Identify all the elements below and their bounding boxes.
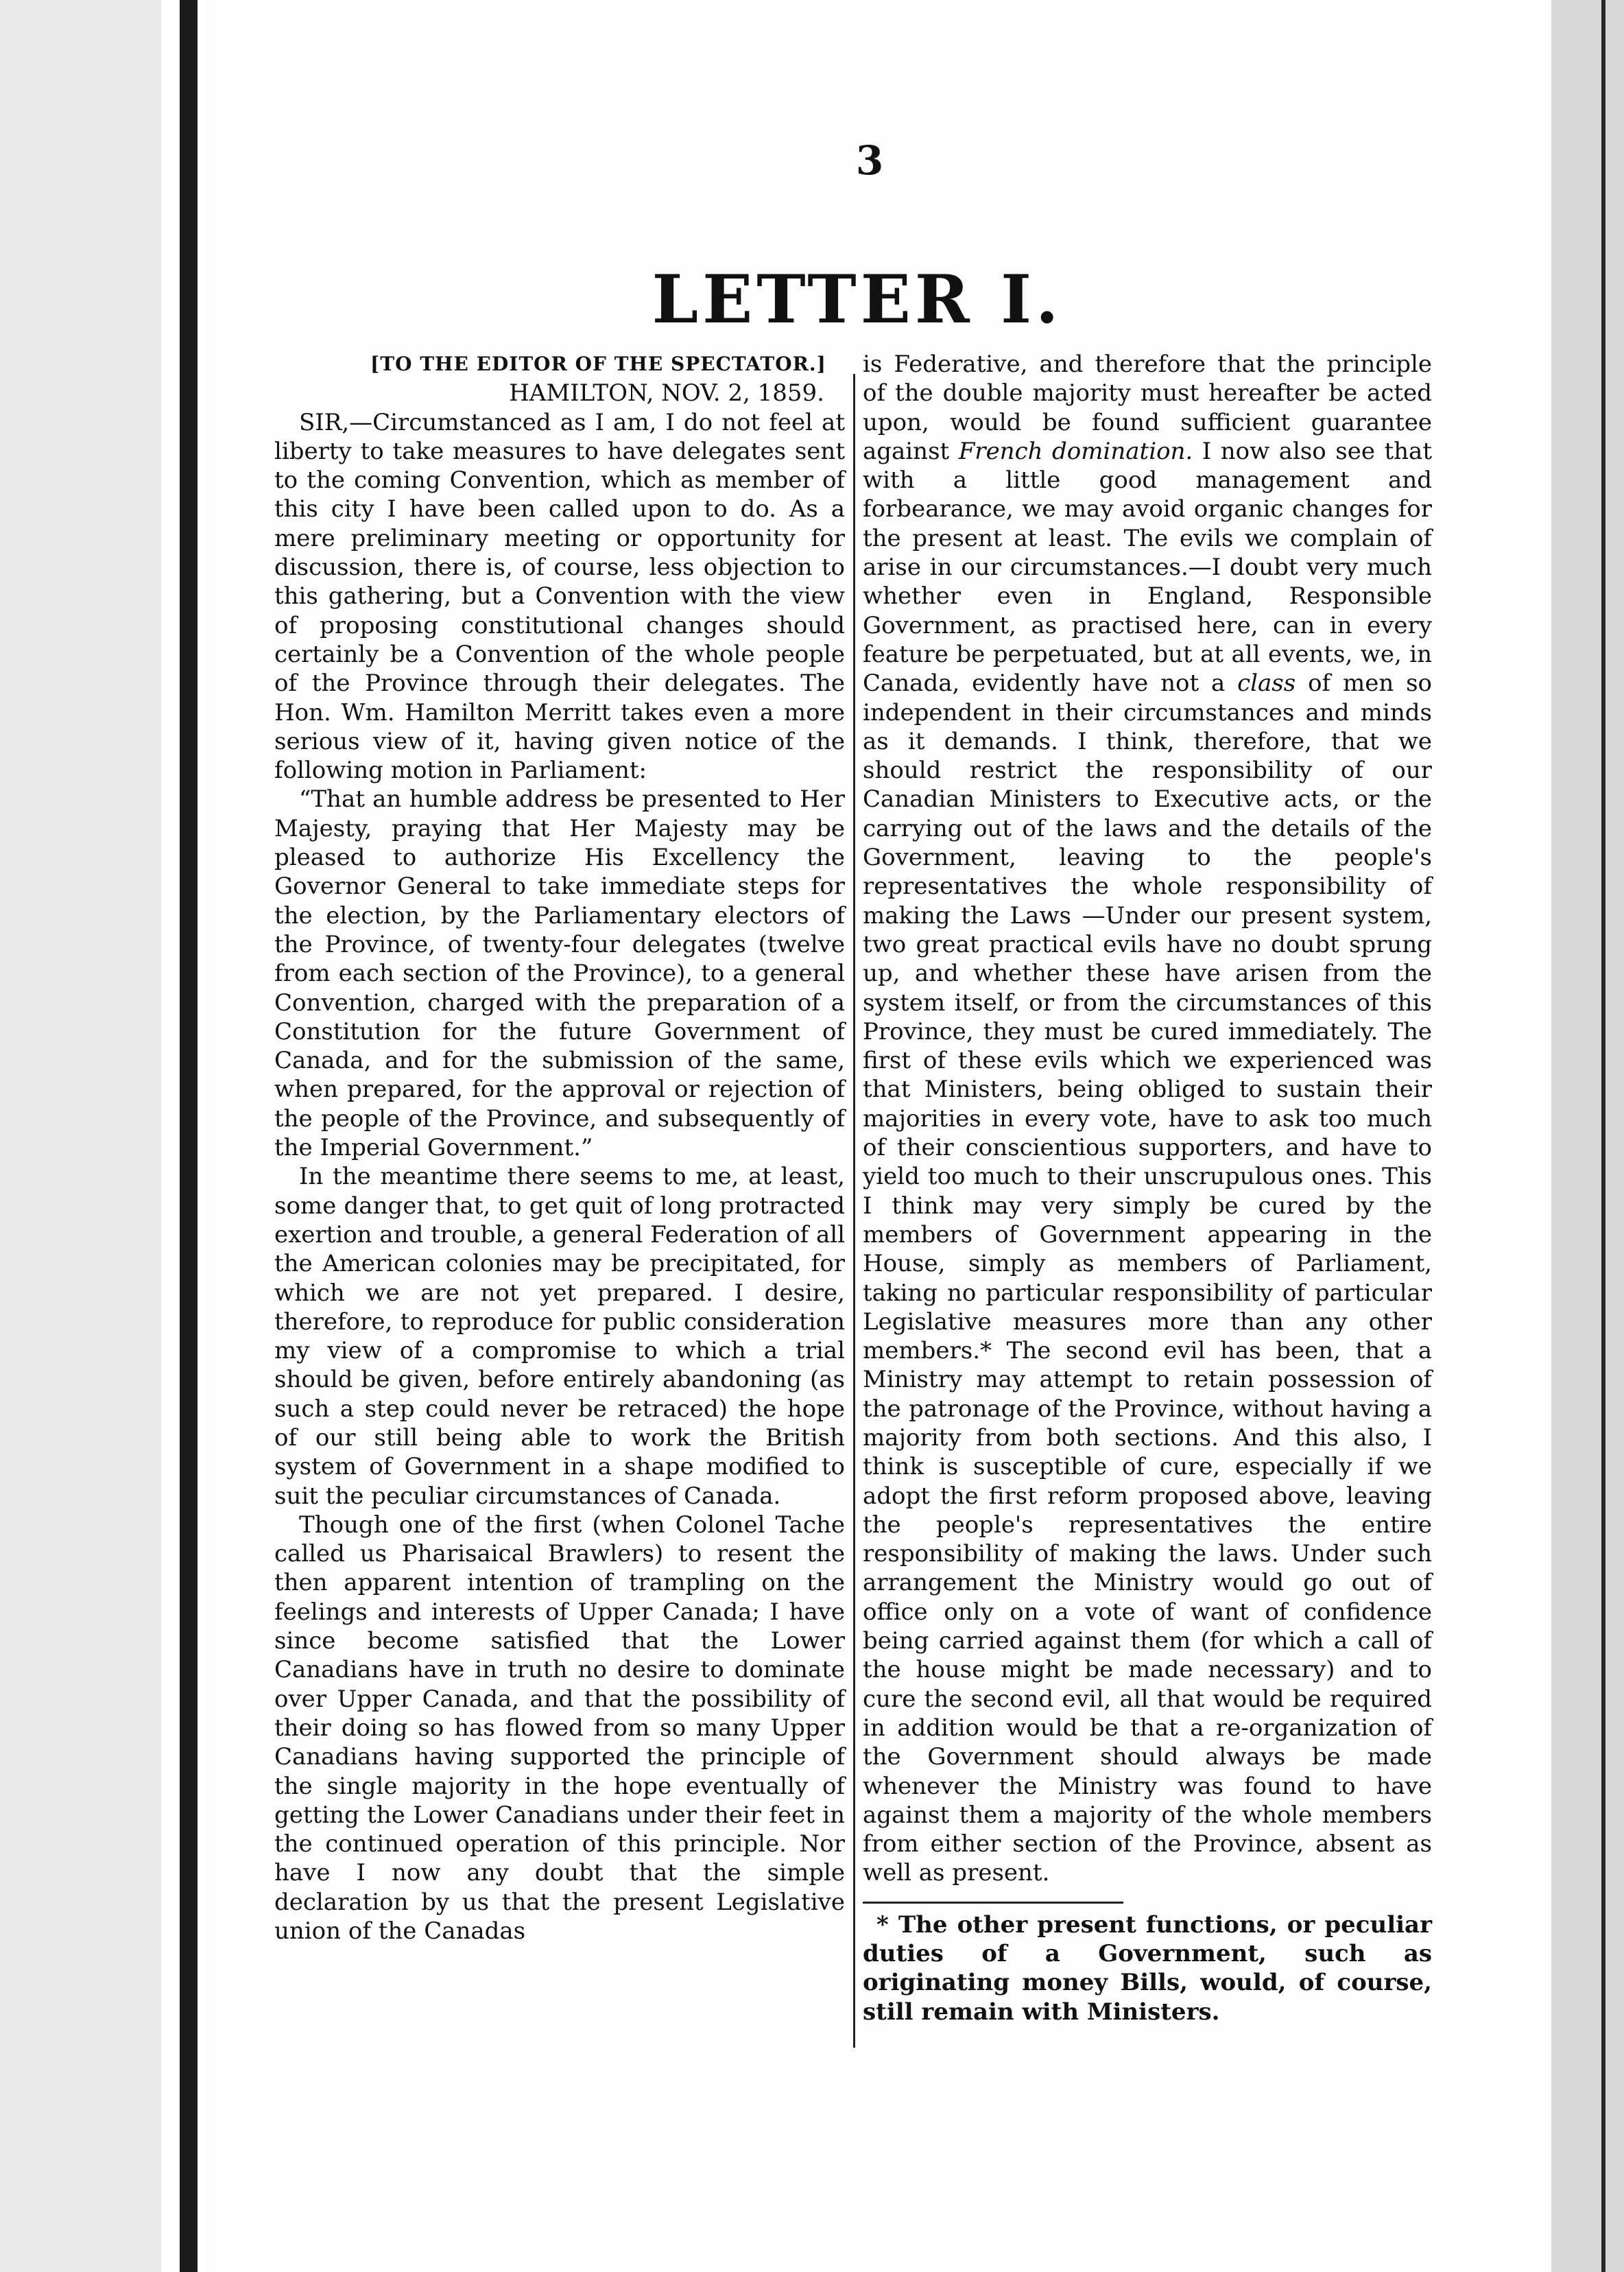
left-column — [274, 350, 845, 1945]
right-column — [863, 350, 1432, 2026]
quoted-motion: “That an humble address be presented to Her Majesty, praying that Her Majesty may be pleased to authorize His Excellency the Governor General to take immediate steps for the election, by the Parliamentary electors of the Province, of twenty-four delegates (twelve from each section of the Province), to a general Convention, charged with the preparation of a Constitution for the future Government of Canada, and for the submission of the same, when prepared, for the approval or rejection of the people of the Province, and subsequently of the Imperial Government.” — [274, 785, 845, 1162]
page-number: 3 — [855, 137, 884, 184]
text-run: of men so independent in their circumstances and minds as it demands. I think, therefore, that we should restrict the responsibility of our Canadian Ministers to Executive acts, or the carrying out of the laws and the details of the Government, leaving to the people's representatives the whole responsibility of making the Laws —Under our present system, two great practical evils have no doubt sprung up, and whether these have arisen from the system itself, or from the circumstances of this Province, they must be cured immediately. The first of these evils which we experienced was that Ministers, being obliged to sustain their majorities in every vote, have to ask too much of their conscientious supporters, and have to yield too much to their unscrupulous ones. This I think may very simply be cured by the members of Government appearing in the House, simply as members of Parliament, taking no particular responsibility of particular Legislative measures more than any other members.* The second evil has been, that a Ministry may attempt to retain possession of the patronage of the Province, without having a majority from both sections. And this also, I think is susceptible of cure, especially if we adopt the first reform proposed above, leaving the people's representatives the entire responsibility of making the laws. Under such arrangement the Ministry would go out of office only on a vote of want of confidence being carried against them (for which a call of the house might be made necessary) and to cure the second evil, all that would be required in addition would be that a re-organization of the Government should always be made whenever the Ministry was found to have against them a majority of the whole members from either section of the Province, absent as well as present. — [863, 670, 1432, 1887]
paragraph-opening — [274, 408, 845, 785]
scan-right-margin — [1551, 0, 1624, 2272]
text-run: I now also see that with a little good management and forbearance, we may avoid organic changes for the present at least. The evils we complain of arise in our circumstances.—I doubt very much whether even in England, Responsible Government, as practised here, can in every feature be perpetuated, but at all events, we, in Canada, evidently have not a — [863, 437, 1432, 698]
letter-title: LETTER I. — [652, 261, 1063, 338]
emphasis-french-domination: French domination. — [958, 437, 1193, 465]
dateline: HAMILTON, NOV. 2, 1859. — [509, 379, 824, 407]
column-divider — [853, 374, 855, 2048]
scan-right-edge-line — [1601, 0, 1605, 2272]
text-run: is Federative, and therefore that the principle of the double majority must hereafter be acted upon, would be found sufficient guarantee against — [863, 351, 1432, 465]
paragraph-meantime: In the meantime there seems to me, at least, some danger that, to get quit of long protracted exertion and trouble, a general Federation of all the American colonies may be precipitated, for which we are not yet prepared. I desire, therefore, to reproduce for public consideration my view of a compromise to which a trial should be given, before entirely abandoning (as such a step could never be retraced) the hope of our still being able to work the British system of Government in a shape modified to suit the peculiar circumstances of Canada. — [274, 1163, 845, 1510]
scan-left-margin — [0, 0, 161, 2272]
editor-address: [TO THE EDITOR OF THE SPECTATOR.] — [370, 353, 826, 375]
footnote-divider — [863, 1902, 1123, 1904]
emphasis-class: class — [1237, 670, 1296, 698]
paragraph-opening-text: —Circumstanced as I am, I do not feel at liberty to take measures to have delegates sent to the coming Convention, which as member of this city I have been called upon to do. As a mere preliminary meeting or opportunity for discussion, there is, of course, less objection to this gathering, but a Convention with the view of proposing constitutional changes should certainly be a Convention of the whole people of the Province through their delegates. The Hon. Wm. Hamilton Merritt takes even a more serious view of it, having given notice of the following motion in Parliament: — [274, 408, 845, 785]
paragraph-tache: Though one of the first (when Colonel Tache called us Pharisaical Brawlers) to resent the then apparent intention of trampling on the feelings and interests of Upper Canada; I have since become satisfied that the Lower Canadians have in truth no desire to dominate over Upper Canada, and that the possibility of their doing so has flowed from so many Upper Canadians having supported the principle of the single majority in the hope eventually of getting the Lower Canadians under their feet in the continued operation of this principle. Nor have I now any doubt that the simple declaration by us that the present Legislative union of the Canadas — [274, 1511, 845, 1945]
salutation: SIR, — [299, 408, 350, 436]
footnote: * The other present functions, or peculiar duties of a Government, such as originating money Bills, would, of course, still remain with Ministers. — [863, 1910, 1432, 2026]
scan-binding-edge — [180, 0, 198, 2272]
paragraph-continued — [863, 350, 1432, 1888]
